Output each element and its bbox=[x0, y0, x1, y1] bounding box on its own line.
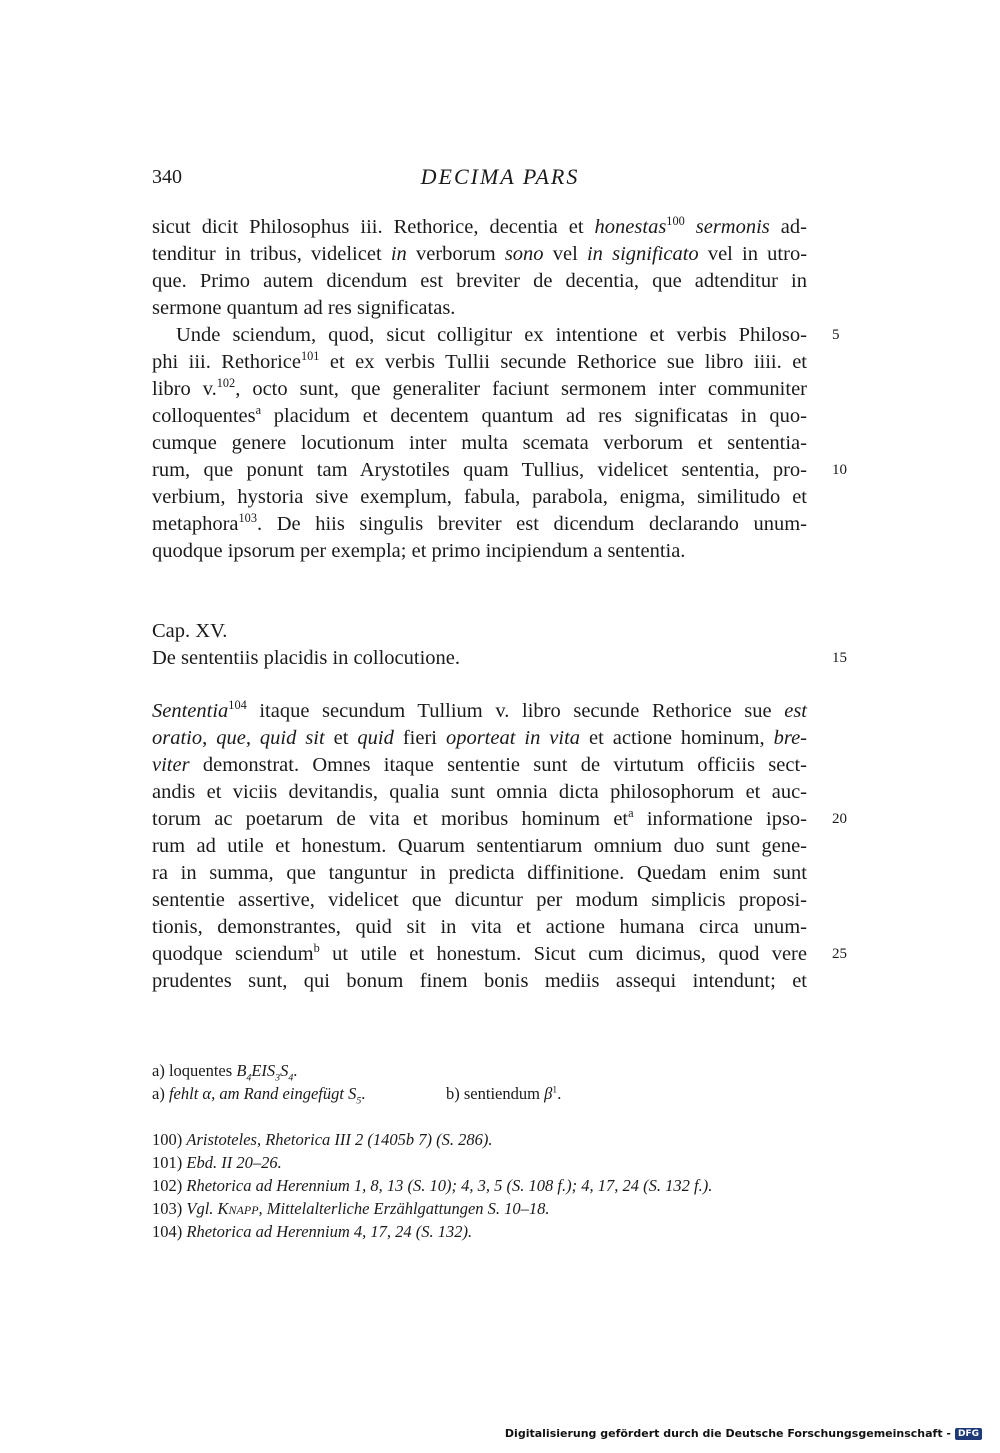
apparatus-entry: b) sentiendum $\beta^1$. bbox=[446, 1084, 562, 1103]
text-line: metaphora$^{103}$. De hiis singulis breviter est dicendum declarando unum- bbox=[152, 511, 807, 535]
dfg-logo: DFG bbox=[955, 1428, 982, 1440]
text-line: sententie assertive, videlicet que dicuntur per modum simplicis proposi- bbox=[152, 889, 807, 911]
line-number: 20 bbox=[832, 811, 847, 827]
text-line: sermone quantum ad res significatas. bbox=[152, 297, 456, 319]
chapter-title: De sententiis placidis in collocutione. bbox=[152, 647, 461, 669]
text-line: viter demonstrat. Omnes itaque sententie sunt de virtutum officiis sect- bbox=[152, 754, 807, 776]
line-number: 5 bbox=[832, 327, 840, 343]
chapter-label: Cap. XV. bbox=[152, 620, 228, 642]
text-line: Unde sciendum, quod, sicut colligitur ex intentione et verbis Philoso- bbox=[176, 324, 807, 346]
text-line: que. Primo autem dicendum est breviter de decentia, que adtenditur in bbox=[152, 270, 807, 292]
digitization-credit bbox=[505, 1427, 982, 1440]
footnote: 101) Ebd. II 20–26. bbox=[152, 1153, 282, 1172]
text-line: rum, que ponunt tam Arystotiles quam Tullius, videlicet sententia, pro- bbox=[152, 459, 807, 481]
apparatus-entry: a) loquentes $B_4EIS_3S_4$. bbox=[152, 1061, 298, 1084]
text-line: rum ad utile et honestum. Quarum sententiarum omnium duo sunt gene- bbox=[152, 835, 807, 857]
credit-text: Digitalisierung gefördert durch die Deutsche Forschungsgemeinschaft - bbox=[504, 1427, 951, 1440]
text-line: prudentes sunt, qui bonum finem bonis mediis assequi intendunt; et bbox=[152, 970, 807, 992]
text-line: quodque ipsorum per exempla; et primo incipiendum a sententia. bbox=[152, 540, 686, 562]
footnote: 103) Vgl. Knapp, Mittelalterliche Erzählgattungen S. 10–18. bbox=[152, 1199, 550, 1218]
text-line: oratio, que, quid sit et quid fieri oporteat in vita et actione hominum, bre- bbox=[152, 727, 808, 749]
text-line: ra in summa, que tanguntur in predicta diffinitione. Quedam enim sunt bbox=[152, 862, 807, 884]
text-line: quodque sciendum$^b$ ut utile et honestum. Sicut cum dicimus, quod vere bbox=[152, 941, 807, 965]
text-line: andis et viciis devitandis, qualia sunt omnia dicta philosophorum et auc- bbox=[152, 781, 807, 803]
apparatus-entry: a) fehlt α, am Rand eingefügt $S_5$. bbox=[152, 1084, 366, 1107]
text-line: libro v.$^{102}$, octo sunt, que generaliter faciunt sermonem inter communiter bbox=[152, 376, 807, 400]
line-number: 15 bbox=[832, 650, 847, 666]
line-number: 25 bbox=[832, 946, 847, 962]
text-line: sicut dicit Philosophus iii. Rethorice, decentia et honestas$^{100}$ sermonis ad- bbox=[152, 214, 807, 238]
footnote: 102) Rhetorica ad Herennium 1, 8, 13 (S. 10); 4, 3, 5 (S. 108 f.); 4, 17, 24 (S. 132 f.). bbox=[152, 1176, 713, 1195]
text-line: torum ac poetarum de vita et moribus hominum $et^a$ informatione ipso- bbox=[152, 806, 807, 830]
text-line: colloquentes$^a$ placidum et decentem quantum ad res significatas in quo- bbox=[152, 403, 807, 427]
text-line: phi iii. Rethorice$^{101}$ et ex verbis Tullii secunde Rethorice sue libro iiii. et bbox=[152, 349, 807, 373]
text-line: tionis, demonstrantes, quid sit in vita et actione humana circa unum- bbox=[152, 916, 807, 938]
footnote: 100) Aristoteles, Rhetorica III 2 (1405b 7) (S. 286). bbox=[152, 1130, 493, 1149]
running-head: DECIMA PARS bbox=[420, 164, 580, 189]
text-line: cumque genere locutionum inter multa scemata verborum et sententia- bbox=[152, 432, 807, 454]
text-line: Sententia$^{104}$ itaque secundum Tullium v. libro secunde Rethorice sue est bbox=[152, 698, 807, 722]
text-line: verbium, hystoria sive exemplum, fabula, parabola, enigma, similitudo et bbox=[152, 486, 807, 508]
text-line: tenditur in tribus, videlicet in verborum sono vel in significato vel in utro- bbox=[152, 243, 808, 265]
footnote: 104) Rhetorica ad Herennium 4, 17, 24 (S. 132). bbox=[152, 1222, 473, 1241]
page-number: 340 bbox=[152, 166, 182, 188]
line-number: 10 bbox=[832, 462, 847, 478]
